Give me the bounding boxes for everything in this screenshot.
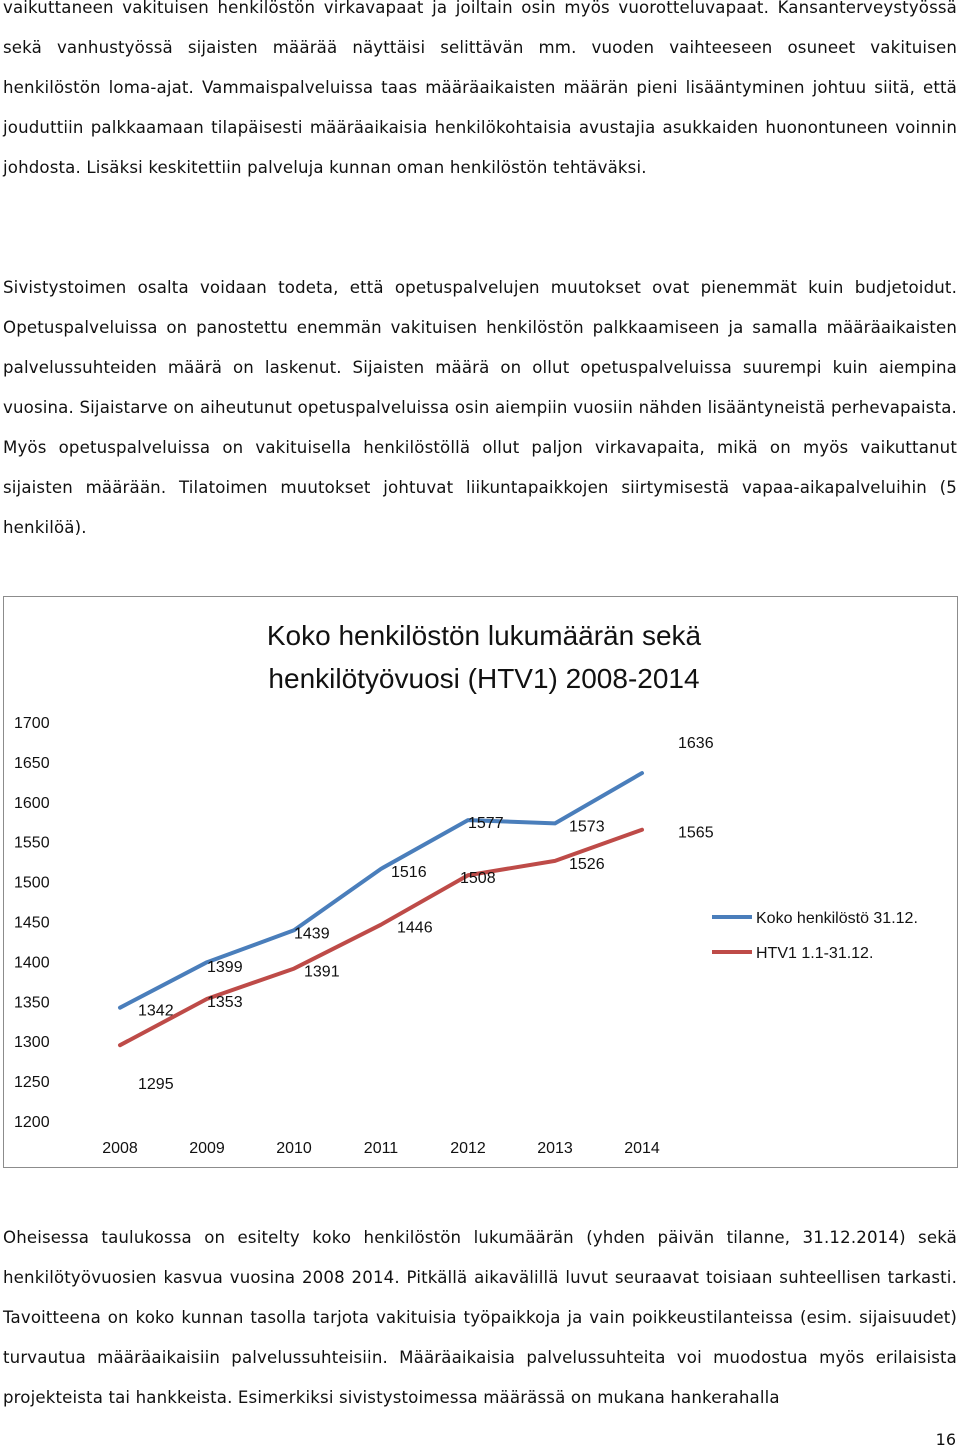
y-tick-label: 1350	[14, 994, 50, 1012]
page-number: 16	[935, 1430, 956, 1449]
series-line	[120, 773, 642, 1008]
data-label: 1439	[294, 925, 330, 943]
x-tick-label: 2012	[450, 1140, 486, 1157]
y-tick-label: 1450	[14, 914, 50, 932]
data-label: 1342	[138, 1002, 174, 1020]
chart-title-line: henkilötyövuosi (HTV1) 2008-2014	[268, 663, 700, 694]
paragraph-substitutes: vaikuttaneen vakituisen henkilöstön virkavapaat ja joiltain osin myös vuorotteluvapaat. Kansanterveystyössä sekä vanhustyössä sijaisten määrää näyttäisi selittävän mm. vuoden vaihteeseen osuneet vakituisen henkilöstön loma-ajat. Vammaispalveluissa taas määräaikaisten määrän pieni lisääntyminen johtuu siitä, että jouduttiin palkkaamaan tilapäisesti määräaikaisia henkilökohtaisia avustajia asukkaiden huonontuneen voinnin johdosta. Lisäksi keskitettiin palveluja kunnan oman henkilöstön tehtäväksi.	[3, 0, 957, 177]
chart-frame	[3, 596, 958, 1168]
x-tick-label: 2008	[102, 1140, 138, 1157]
x-tick-label: 2013	[537, 1140, 573, 1157]
data-label: 1508	[460, 870, 496, 888]
y-tick-label: 1400	[14, 954, 50, 972]
y-tick-label: 1300	[14, 1034, 50, 1052]
series-line	[120, 830, 642, 1045]
y-tick-label: 1200	[14, 1114, 50, 1131]
y-tick-label: 1500	[14, 874, 50, 892]
legend-label: Koko henkilöstö 31.12.	[756, 910, 918, 927]
data-label: 1391	[304, 963, 340, 981]
x-tick-label: 2010	[276, 1140, 312, 1157]
x-tick-label: 2009	[189, 1140, 225, 1157]
data-label: 1516	[391, 863, 427, 881]
data-label: 1446	[397, 919, 433, 937]
data-label: 1526	[569, 855, 605, 873]
data-label: 1399	[207, 959, 243, 977]
y-tick-label: 1650	[14, 754, 50, 772]
data-label: 1565	[678, 824, 714, 842]
x-tick-label: 2014	[624, 1140, 660, 1157]
staff-line-chart	[4, 597, 959, 1169]
legend-label: HTV1 1.1-31.12.	[756, 945, 874, 962]
data-label: 1577	[468, 815, 504, 833]
y-tick-label: 1550	[14, 834, 50, 852]
chart-title-line: Koko henkilöstön lukumäärän sekä	[266, 620, 702, 651]
paragraph-education: Sivistystoimen osalta voidaan todeta, että opetuspalvelujen muutokset ovat pienemmät kuin budjetoidut. Opetuspalveluissa on panostettu enemmän vakituisen henkilöstön palkkaamiseen ja samalla määräaikaisten palvelussuhteiden määrä on laskenut. Sijaisten määrä on ollut opetuspalveluissa suurempi kuin aiempina vuosina. Sijaistarve on aiheutunut opetuspalveluissa osin aiempiin vuosiin nähden lisääntyneistä perhevapaista. Myös opetuspalveluissa on vakituisella henkilöstöllä ollut paljon virkavapaita, mikä on myös vaikuttanut sijaisten määrään. Tilatoimen muutokset johtuvat liikuntapaikkojen siirtymisestä vapaa-aikapalveluihin (5 henkilöä).	[3, 278, 957, 537]
data-label: 1573	[569, 818, 605, 836]
data-label: 1353	[207, 993, 243, 1011]
y-tick-label: 1700	[14, 715, 50, 732]
paragraph-chart-description: Oheisessa taulukossa on esitelty koko henkilöstön lukumäärän (yhden päivän tilanne, 31.12.2014) sekä henkilötyövuosien kasvua vuosina 2008 2014. Pitkällä aikavälillä luvut seuraavat toisiaan suhteellisen tarkasti. Tavoitteena on koko kunnan tasolla tarjota vakituisia työpaikkoja ja vain poikkeustilanteissa (esim. sijaisuudet) turvautua määräaikaisiin palvelussuhteisiin. Määräaikaisia palvelussuhteita voi muodostua myös erilaisista projekteista tai hankkeista. Esimerkiksi sivistystoimessa määrässä on mukana hankerahalla	[3, 1228, 957, 1407]
y-tick-label: 1600	[14, 794, 50, 812]
data-label: 1636	[678, 735, 714, 753]
x-tick-label: 2011	[363, 1140, 399, 1157]
y-tick-label: 1250	[14, 1074, 50, 1092]
data-label: 1295	[138, 1076, 174, 1094]
